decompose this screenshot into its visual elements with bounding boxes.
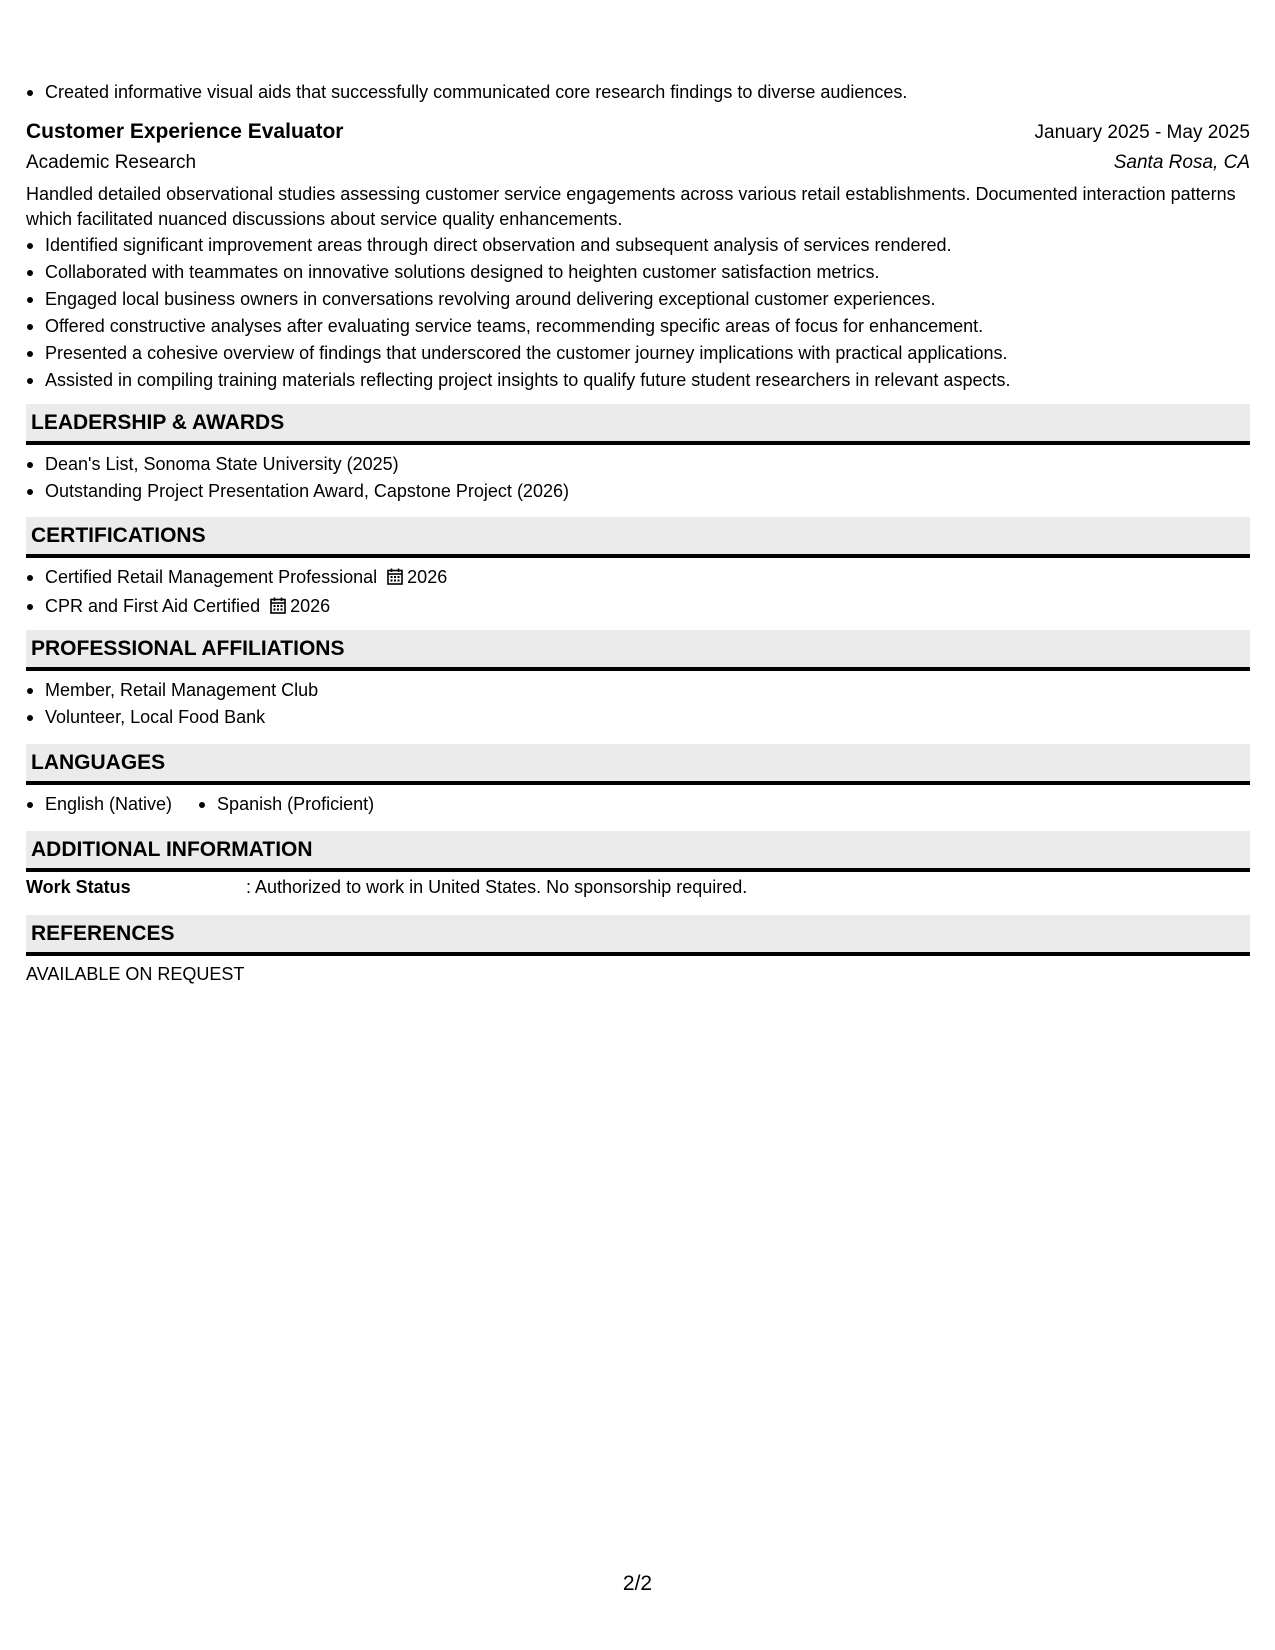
- section-header: [26, 831, 1250, 872]
- certifications-list: [26, 558, 1250, 622]
- list-item: Assisted in compiling training materials reflecting project insights to qualify future student researchers in relevant aspects.: [26, 367, 1250, 394]
- list-item: Presented a cohesive overview of findings that underscored the customer journey implications with practical applications.: [26, 340, 1250, 367]
- leadership-section: [26, 404, 1250, 505]
- job-summary: Handled detailed observational studies assessing customer service engagements across various retail establishments. Documented interaction patterns which facilitated nuanced discussions about service quality enhancements.: [26, 184, 1236, 229]
- previous-job-bullets: [26, 79, 1250, 106]
- certification-name: CPR and First Aid Certified: [45, 596, 261, 616]
- job-title: Customer Experience Evaluator: [26, 120, 344, 143]
- references-section: [26, 915, 1250, 988]
- section-header: [26, 517, 1250, 558]
- certification-name: Certified Retail Management Professional: [45, 567, 378, 587]
- section-header: [26, 630, 1250, 671]
- section-title: LANGUAGES: [31, 751, 166, 774]
- work-status-value: : Authorized to work in United States. No sponsorship required.: [246, 877, 748, 897]
- job-header-row: [26, 117, 1250, 148]
- list-item: [26, 564, 1250, 593]
- list-item: Volunteer, Local Food Bank: [26, 704, 1250, 731]
- list-item: Engaged local business owners in conversations revolving around delivering exceptional customer experiences.: [26, 286, 1250, 313]
- certification-year: 2026: [290, 596, 331, 616]
- section-header: [26, 915, 1250, 956]
- affiliations-section: [26, 630, 1250, 731]
- work-status-label: Work Status: [26, 877, 131, 897]
- section-title: PROFESSIONAL AFFILIATIONS: [31, 637, 345, 660]
- job-organization: Academic Research: [26, 152, 197, 173]
- additional-info-section: [26, 831, 1250, 901]
- certifications-section: [26, 517, 1250, 622]
- list-item: Collaborated with teammates on innovative solutions designed to heighten customer satisfaction metrics.: [26, 259, 1250, 286]
- affiliations-list: [26, 671, 1250, 731]
- page-number: 2/2: [622, 1572, 653, 1595]
- section-title: LEADERSHIP & AWARDS: [31, 411, 285, 434]
- job-location: Santa Rosa, CA: [1113, 152, 1250, 173]
- calendar-icon: [270, 595, 286, 622]
- job-dates: January 2025 - May 2025: [1034, 122, 1250, 143]
- section-title: CERTIFICATIONS: [31, 524, 206, 547]
- section-title: REFERENCES: [31, 922, 175, 945]
- list-item: Spanish (Proficient): [198, 791, 374, 818]
- job-bullets: [26, 232, 1250, 394]
- job-subheader-row: [26, 148, 1250, 178]
- work-status-row: [26, 872, 1250, 901]
- list-item: Outstanding Project Presentation Award, Capstone Project (2026): [26, 478, 1250, 505]
- section-header: [26, 404, 1250, 445]
- list-item: Created informative visual aids that successfully communicated core research findings to diverse audiences.: [26, 79, 1250, 106]
- certification-year: 2026: [407, 567, 448, 587]
- list-item: Identified significant improvement areas through direct observation and subsequent analysis of services rendered.: [26, 232, 1250, 259]
- section-title: ADDITIONAL INFORMATION: [31, 838, 313, 861]
- leadership-list: [26, 445, 1250, 505]
- calendar-icon: [387, 566, 403, 593]
- list-item: Dean's List, Sonoma State University (2025): [26, 451, 1250, 478]
- languages-section: [26, 744, 1250, 818]
- languages-list: [26, 785, 1250, 818]
- list-item: English (Native): [26, 791, 172, 818]
- list-item: Offered constructive analyses after evaluating service teams, recommending specific areas of focus for enhancement.: [26, 313, 1250, 340]
- list-item: [26, 593, 1250, 622]
- list-item: Member, Retail Management Club: [26, 677, 1250, 704]
- job-entry: [26, 117, 1250, 394]
- references-text: AVAILABLE ON REQUEST: [26, 964, 245, 984]
- section-header: [26, 744, 1250, 785]
